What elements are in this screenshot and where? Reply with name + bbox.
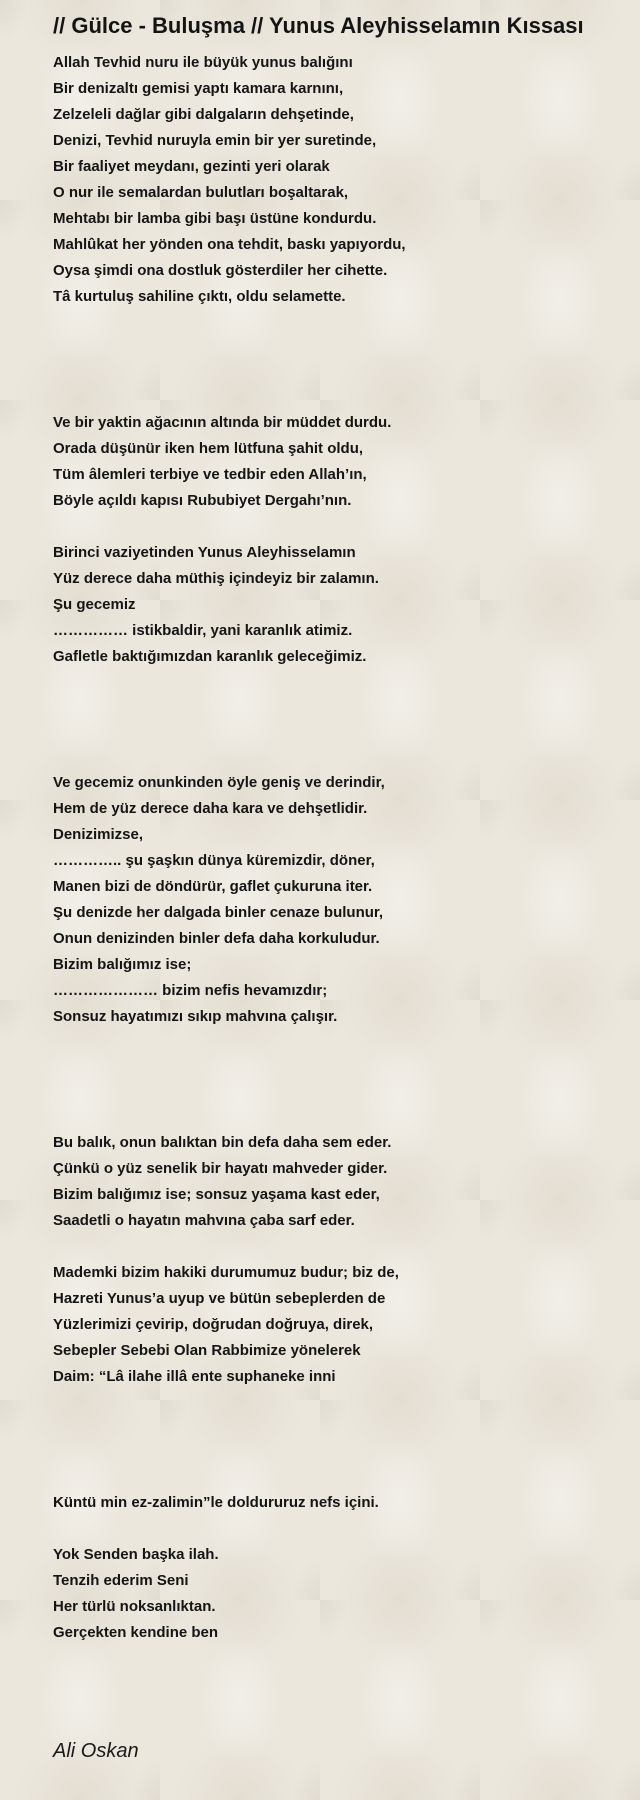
poem-line: Hem de yüz derece daha kara ve dehşetlidir. xyxy=(53,800,368,817)
poem-line: Bu balık, onun balıktan bin defa daha sem eder. xyxy=(53,1134,392,1151)
poem-line: Yok Senden başka ilah. xyxy=(53,1546,219,1563)
poem-line: Denizi, Tevhid nuruyla emin bir yer suretinde, xyxy=(53,132,377,149)
stanza-break xyxy=(53,1234,613,1260)
poem-line: Sebepler Sebebi Olan Rabbimize yönelerek xyxy=(53,1342,361,1359)
poem-title: // Gülce - Buluşma // Yunus Aleyhisselamın Kıssası xyxy=(53,13,584,38)
poem-line: Birinci vaziyetinden Yunus Aleyhisselamın xyxy=(53,544,356,561)
poem-line: Tenzih ederim Seni xyxy=(53,1572,189,1589)
poem-line: Küntü min ez-zalimin”le doldururuz nefs içini. xyxy=(53,1494,379,1511)
poem-line: Ve gecemiz onunkinden öyle geniş ve derindir, xyxy=(53,774,385,791)
poem-line: Bir denizaltı gemisi yaptı kamara karnını, xyxy=(53,80,344,97)
poem-line: Denizimizse, xyxy=(53,826,144,843)
poem-line: Hazreti Yunus’a uyup ve bütün sebeplerden de xyxy=(53,1290,386,1307)
stanza-2 xyxy=(53,410,613,670)
poem-line: Mehtabı bir lamba gibi başı üstüne kondurdu. xyxy=(53,210,377,227)
poem-line: Saadetli o hayatın mahvına çaba sarf eder. xyxy=(53,1212,355,1229)
poem-line: Gafletle baktığımızdan karanlık geleceğimiz. xyxy=(53,648,367,665)
stanza-1 xyxy=(53,50,613,310)
poem-line: ………………… bizim nefis hevamızdır; xyxy=(53,982,328,999)
poem-line: Mahlûkat her yönden ona tehdit, baskı yapıyordu, xyxy=(53,236,406,253)
poem-line: ………….. şu şaşkın dünya küremizdir, döner, xyxy=(53,852,375,869)
poem-line: Şu gecemiz xyxy=(53,596,136,613)
poem-line: Onun denizinden binler defa daha korkuludur. xyxy=(53,930,380,947)
poem-line: Yüzlerimizi çevirip, doğrudan doğruya, direk, xyxy=(53,1316,374,1333)
stanza-3 xyxy=(53,770,613,1030)
poem-line: Her türlü noksanlıktan. xyxy=(53,1598,216,1615)
poem-author: Ali Oskan xyxy=(53,1740,139,1762)
poem-line: Allah Tevhid nuru ile büyük yunus balığını xyxy=(53,54,353,71)
poem-line: O nur ile semalardan bulutları boşaltarak, xyxy=(53,184,349,201)
poem-line: Orada düşünür iken hem lütfuna şahit oldu, xyxy=(53,440,364,457)
stanza-break xyxy=(53,514,613,540)
poem-line: Sonsuz hayatımızı sıkıp mahvına çalışır. xyxy=(53,1008,338,1025)
poem-line: Tüm âlemleri terbiye ve tedbir eden Allah’ın, xyxy=(53,466,367,483)
poem-line: Bizim balığımız ise; xyxy=(53,956,192,973)
poem-line: Bir faaliyet meydanı, gezinti yeri olarak xyxy=(53,158,330,175)
stanza-4 xyxy=(53,1130,613,1390)
poem-line: Bizim balığımız ise; sonsuz yaşama kast eder, xyxy=(53,1186,380,1203)
poem-line: Daim: “Lâ ilahe illâ ente suphaneke inni xyxy=(53,1368,336,1385)
poem-line: Gerçekten kendine ben xyxy=(53,1624,219,1641)
poem-line: Oysa şimdi ona dostluk gösterdiler her cihette. xyxy=(53,262,388,279)
poem-line: Yüz derece daha müthiş içindeyiz bir zalamın. xyxy=(53,570,379,587)
poem-line: Tâ kurtuluş sahiline çıktı, oldu selamette. xyxy=(53,288,346,305)
poem-line: Zelzeleli dağlar gibi dalgaların dehşetinde, xyxy=(53,106,354,123)
poem-line: …………… istikbaldir, yani karanlık atimiz. xyxy=(53,622,353,639)
poem-line: Ve bir yaktin ağacının altında bir müddet durdu. xyxy=(53,414,392,431)
poem-line: Manen bizi de döndürür, gaflet çukuruna iter. xyxy=(53,878,373,895)
stanza-break xyxy=(53,1516,613,1542)
poem-line: Böyle açıldı kapısı Rububiyet Dergahı’nın. xyxy=(53,492,352,509)
poem-line: Çünkü o yüz senelik bir hayatı mahveder gider. xyxy=(53,1160,388,1177)
poem-line: Mademki bizim hakiki durumumuz budur; biz de, xyxy=(53,1264,399,1281)
stanza-5 xyxy=(53,1490,613,1646)
poem-line: Şu denizde her dalgada binler cenaze bulunur, xyxy=(53,904,384,921)
